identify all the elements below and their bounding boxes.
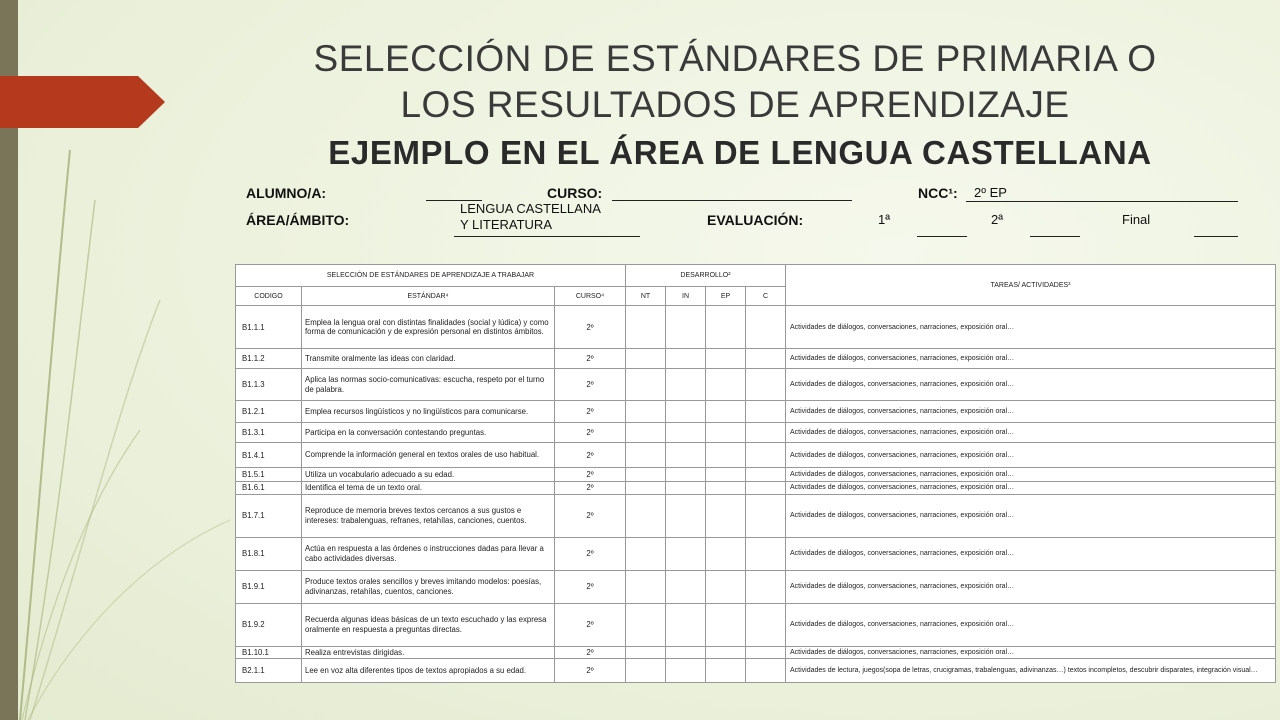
col-curso: CURSO⁴ (555, 287, 626, 306)
table-row (236, 482, 1276, 495)
cell-curso: 2º (555, 468, 626, 482)
cell-code: B1.6.1 (236, 482, 302, 495)
cell-in[interactable] (666, 659, 706, 683)
cell-in[interactable] (666, 306, 706, 349)
cell-task: Actividades de diálogos, conversaciones, narraciones, exposición oral… (786, 349, 1276, 369)
cell-curso: 2º (555, 349, 626, 369)
cell-curso: 2º (555, 401, 626, 423)
cell-ep[interactable] (706, 349, 746, 369)
cell-ep[interactable] (706, 537, 746, 570)
cell-ep[interactable] (706, 646, 746, 659)
evaluacion-label: EVALUACIÓN: (707, 212, 804, 228)
cell-nt[interactable] (626, 443, 666, 468)
curso-label: CURSO: (547, 185, 603, 201)
cell-task: Actividades de lectura, juegos(sopa de letras, crucigramas, trabalenguas, adivinanzas…) textos incompletos, descubrir disparates, integración visual… (786, 659, 1276, 683)
header-desarrollo: DESARROLLO² (626, 265, 786, 287)
cell-code: B1.7.1 (236, 494, 302, 537)
cell-standard: Emplea la lengua oral con distintas finalidades (social y lúdica) y como forma de comunicación y de expresión personal en distintos ámbitos. (302, 306, 555, 349)
cell-ep[interactable] (706, 306, 746, 349)
table-row (236, 659, 1276, 683)
cell-curso: 2º (555, 482, 626, 495)
cell-in[interactable] (666, 423, 706, 443)
cell-c[interactable] (746, 659, 786, 683)
table-row (236, 537, 1276, 570)
cell-nt[interactable] (626, 401, 666, 423)
eval-2: 2ª (991, 212, 1004, 227)
cell-curso: 2º (555, 659, 626, 683)
cell-nt[interactable] (626, 423, 666, 443)
cell-in[interactable] (666, 537, 706, 570)
cell-c[interactable] (746, 369, 786, 401)
cell-c[interactable] (746, 646, 786, 659)
cell-task: Actividades de diálogos, conversaciones, narraciones, exposición oral… (786, 646, 1276, 659)
cell-standard: Comprende la información general en textos orales de uso habitual. (302, 443, 555, 468)
area-value-line-1: LENGUA CASTELLANA (460, 201, 601, 216)
eval-final: Final (1122, 212, 1151, 227)
cell-curso: 2º (555, 443, 626, 468)
area-label: ÁREA/ÁMBITO: (246, 212, 350, 228)
cell-standard: Produce textos orales sencillos y breves imitando modelos: poesías, adivinanzas, retahílas, cuentos, canciones. (302, 570, 555, 603)
cell-c[interactable] (746, 423, 786, 443)
cell-nt[interactable] (626, 659, 666, 683)
cell-task: Actividades de diálogos, conversaciones, narraciones, exposición oral… (786, 306, 1276, 349)
cell-in[interactable] (666, 646, 706, 659)
cell-in[interactable] (666, 443, 706, 468)
cell-nt[interactable] (626, 570, 666, 603)
cell-curso: 2º (555, 603, 626, 646)
cell-in[interactable] (666, 570, 706, 603)
table-row (236, 603, 1276, 646)
cell-in[interactable] (666, 482, 706, 495)
cell-task: Actividades de diálogos, conversaciones, narraciones, exposición oral… (786, 603, 1276, 646)
cell-standard: Identifica el tema de un texto oral. (302, 482, 555, 495)
cell-task: Actividades de diálogos, conversaciones, narraciones, exposición oral… (786, 401, 1276, 423)
cell-task: Actividades de diálogos, conversaciones, narraciones, exposición oral… (786, 570, 1276, 603)
cell-standard: Transmite oralmente las ideas con claridad. (302, 349, 555, 369)
cell-ep[interactable] (706, 659, 746, 683)
title-line-1: SELECCIÓN DE ESTÁNDARES DE PRIMARIA O (313, 38, 1157, 79)
cell-nt[interactable] (626, 537, 666, 570)
eval-1: 1ª (878, 212, 891, 227)
table-row (236, 468, 1276, 482)
area-value (460, 201, 601, 233)
cell-ep[interactable] (706, 494, 746, 537)
title-line-2: LOS RESULTADOS DE APRENDIZAJE (400, 84, 1070, 125)
col-in: IN (666, 287, 706, 306)
cell-c[interactable] (746, 494, 786, 537)
cell-task: Actividades de diálogos, conversaciones, narraciones, exposición oral… (786, 537, 1276, 570)
cell-c[interactable] (746, 537, 786, 570)
cell-c[interactable] (746, 306, 786, 349)
cell-curso: 2º (555, 570, 626, 603)
col-codigo: CODIGO (236, 287, 302, 306)
slide-subtitle: EJEMPLO EN EL ÁREA DE LENGUA CASTELLANA (328, 134, 1152, 171)
accent-arrow-shape (0, 76, 165, 128)
cell-curso: 2º (555, 369, 626, 401)
cell-c[interactable] (746, 443, 786, 468)
cell-in[interactable] (666, 369, 706, 401)
col-estandar: ESTÁNDAR⁴ (302, 287, 555, 306)
cell-nt[interactable] (626, 369, 666, 401)
cell-standard: Aplica las normas socio-comunicativas: escucha, respeto por el turno de palabra. (302, 369, 555, 401)
cell-task: Actividades de diálogos, conversaciones, narraciones, exposición oral… (786, 482, 1276, 495)
cell-curso: 2º (555, 646, 626, 659)
cell-nt[interactable] (626, 494, 666, 537)
col-c: C (746, 287, 786, 306)
curso-line (612, 200, 852, 201)
cell-ep[interactable] (706, 401, 746, 423)
cell-task: Actividades de diálogos, conversaciones, narraciones, exposición oral… (786, 443, 1276, 468)
cell-standard: Recuerda algunas ideas básicas de un texto escuchado y las expresa oralmente en respuesta a preguntas directas. (302, 603, 555, 646)
cell-curso: 2º (555, 306, 626, 349)
cell-ep[interactable] (706, 570, 746, 603)
table-row (236, 646, 1276, 659)
cell-ep[interactable] (706, 443, 746, 468)
cell-code: B1.1.2 (236, 349, 302, 369)
cell-code: B1.3.1 (236, 423, 302, 443)
ncc-label: NCC¹: (918, 185, 958, 201)
cell-code: B1.10.1 (236, 646, 302, 659)
cell-in[interactable] (666, 603, 706, 646)
cell-task: Actividades de diálogos, conversaciones, narraciones, exposición oral… (786, 468, 1276, 482)
cell-standard: Reproduce de memoria breves textos cercanos a sus gustos e intereses: trabalenguas, refranes, retahílas, canciones, cuentos. (302, 494, 555, 537)
col-nt: NT (626, 287, 666, 306)
cell-code: B1.9.1 (236, 570, 302, 603)
cell-c[interactable] (746, 482, 786, 495)
cell-ep[interactable] (706, 369, 746, 401)
area-value-line-2: Y LITERATURA (460, 217, 552, 232)
cell-in[interactable] (666, 401, 706, 423)
alumno-label: ALUMNO/A: (246, 185, 327, 201)
cell-code: B1.1.1 (236, 306, 302, 349)
cell-in[interactable] (666, 349, 706, 369)
cell-ep[interactable] (706, 423, 746, 443)
cell-code: B1.5.1 (236, 468, 302, 482)
cell-nt[interactable] (626, 603, 666, 646)
cell-task: Actividades de diálogos, conversaciones, narraciones, exposición oral… (786, 423, 1276, 443)
header-seleccion: SELECCIÓN DE ESTÁNDARES DE APRENDIZAJE A TRABAJAR (236, 265, 626, 287)
cell-curso: 2º (555, 494, 626, 537)
cell-code: B1.4.1 (236, 443, 302, 468)
cell-ep[interactable] (706, 603, 746, 646)
table-row (236, 443, 1276, 468)
table-row (236, 369, 1276, 401)
cell-nt[interactable] (626, 306, 666, 349)
header-tareas: TAREAS/ ACTIVIDADES³ (786, 265, 1276, 306)
cell-curso: 2º (555, 537, 626, 570)
cell-nt[interactable] (626, 646, 666, 659)
cell-ep[interactable] (706, 468, 746, 482)
cell-c[interactable] (746, 603, 786, 646)
cell-standard: Realiza entrevistas dirigidas. (302, 646, 555, 659)
slide-title (240, 36, 1230, 128)
cell-nt[interactable] (626, 482, 666, 495)
table-row (236, 401, 1276, 423)
cell-code: B1.9.2 (236, 603, 302, 646)
cell-standard: Lee en voz alta diferentes tipos de textos apropiados a su edad. (302, 659, 555, 683)
cell-code: B1.1.3 (236, 369, 302, 401)
cell-c[interactable] (746, 570, 786, 603)
eval-2-line (1030, 236, 1080, 237)
cell-code: B1.2.1 (236, 401, 302, 423)
cell-task: Actividades de diálogos, conversaciones, narraciones, exposición oral… (786, 494, 1276, 537)
table-row (236, 570, 1276, 603)
cell-standard: Utiliza un vocabulario adecuado a su edad. (302, 468, 555, 482)
cell-in[interactable] (666, 494, 706, 537)
standards-table (235, 264, 1276, 683)
table-row (236, 494, 1276, 537)
cell-code: B1.8.1 (236, 537, 302, 570)
cell-code: B2.1.1 (236, 659, 302, 683)
ncc-line (966, 201, 1238, 202)
cell-curso: 2º (555, 423, 626, 443)
cell-standard: Actúa en respuesta a las órdenes o instrucciones dadas para llevar a cabo actividades diversas. (302, 537, 555, 570)
cell-c[interactable] (746, 468, 786, 482)
cell-standard: Emplea recursos lingüísticos y no lingüísticos para comunicarse. (302, 401, 555, 423)
area-line (454, 236, 640, 237)
cell-nt[interactable] (626, 468, 666, 482)
table-row (236, 306, 1276, 349)
cell-in[interactable] (666, 468, 706, 482)
table-row (236, 423, 1276, 443)
cell-nt[interactable] (626, 349, 666, 369)
ncc-value: 2º EP (974, 185, 1007, 200)
cell-ep[interactable] (706, 482, 746, 495)
col-ep: EP (706, 287, 746, 306)
cell-task: Actividades de diálogos, conversaciones, narraciones, exposición oral… (786, 369, 1276, 401)
table-row (236, 349, 1276, 369)
cell-c[interactable] (746, 349, 786, 369)
cell-c[interactable] (746, 401, 786, 423)
eval-1-line (917, 236, 967, 237)
cell-standard: Participa en la conversación contestando preguntas. (302, 423, 555, 443)
eval-final-line (1194, 236, 1238, 237)
